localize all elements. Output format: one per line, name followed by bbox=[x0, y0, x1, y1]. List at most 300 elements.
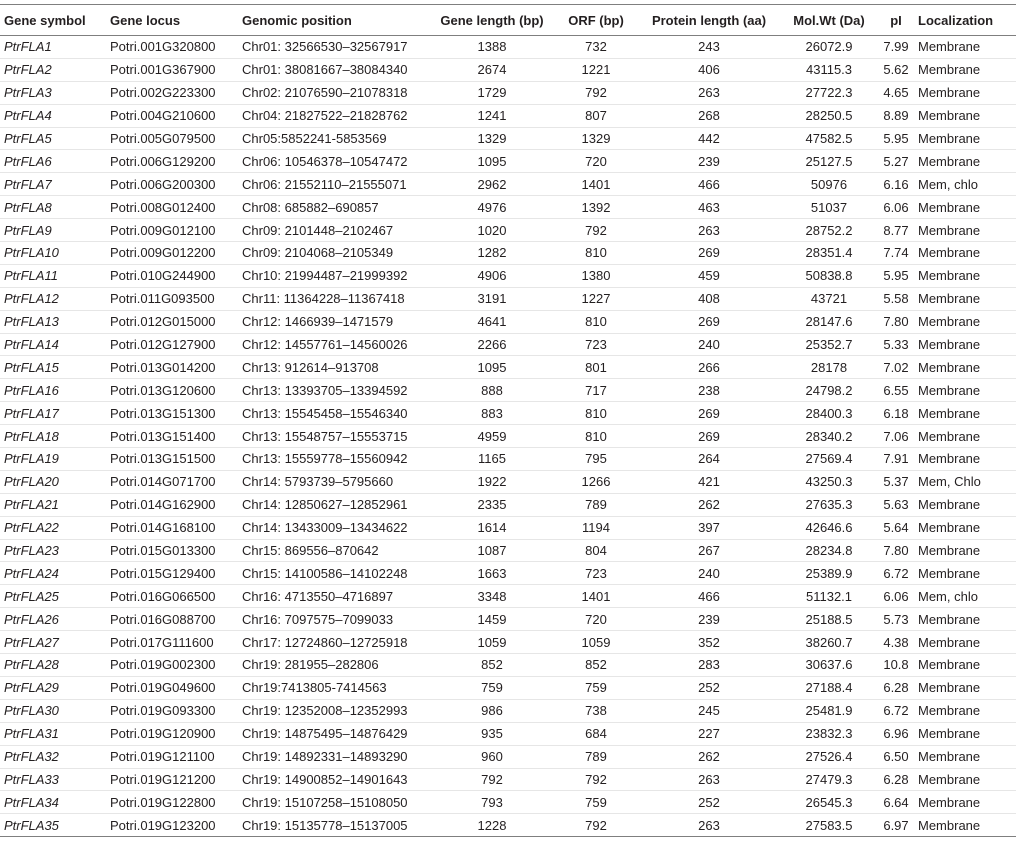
gene-symbol-cell: PtrFLA22 bbox=[0, 516, 106, 539]
gene-symbol-cell: PtrFLA12 bbox=[0, 287, 106, 310]
orf-cell: 717 bbox=[554, 379, 638, 402]
table-row bbox=[0, 310, 1016, 333]
localization-cell: Membrane bbox=[914, 287, 1016, 310]
protein-length-cell: 263 bbox=[638, 81, 780, 104]
gene-locus-cell: Potri.015G013300 bbox=[106, 539, 238, 562]
orf-cell: 1329 bbox=[554, 127, 638, 150]
genomic-position-cell: Chr15: 14100586–14102248 bbox=[238, 562, 430, 585]
gene-length-cell: 4906 bbox=[430, 264, 554, 287]
pi-cell: 6.28 bbox=[878, 676, 914, 699]
table-row bbox=[0, 150, 1016, 173]
gene-table bbox=[0, 4, 1016, 837]
gene-length-cell: 1059 bbox=[430, 631, 554, 654]
localization-cell: Membrane bbox=[914, 196, 1016, 219]
orf-cell: 759 bbox=[554, 791, 638, 814]
localization-cell: Mem, chlo bbox=[914, 173, 1016, 196]
genomic-position-cell: Chr19: 15135778–15137005 bbox=[238, 814, 430, 837]
table-row bbox=[0, 356, 1016, 379]
mol-wt-cell: 43721 bbox=[780, 287, 878, 310]
orf-cell: 792 bbox=[554, 219, 638, 242]
protein-length-cell: 397 bbox=[638, 516, 780, 539]
gene-length-cell: 2674 bbox=[430, 58, 554, 81]
gene-length-cell: 986 bbox=[430, 699, 554, 722]
genomic-position-cell: Chr02: 21076590–21078318 bbox=[238, 81, 430, 104]
gene-length-cell: 852 bbox=[430, 654, 554, 677]
gene-locus-cell: Potri.014G162900 bbox=[106, 493, 238, 516]
orf-cell: 792 bbox=[554, 768, 638, 791]
localization-cell: Membrane bbox=[914, 562, 1016, 585]
header-gene-locus: Gene locus bbox=[106, 5, 238, 36]
pi-cell: 8.89 bbox=[878, 104, 914, 127]
mol-wt-cell: 28147.6 bbox=[780, 310, 878, 333]
gene-locus-cell: Potri.001G367900 bbox=[106, 58, 238, 81]
mol-wt-cell: 28250.5 bbox=[780, 104, 878, 127]
orf-cell: 738 bbox=[554, 699, 638, 722]
pi-cell: 5.37 bbox=[878, 470, 914, 493]
protein-length-cell: 263 bbox=[638, 219, 780, 242]
localization-cell: Membrane bbox=[914, 768, 1016, 791]
genomic-position-cell: Chr19: 14900852–14901643 bbox=[238, 768, 430, 791]
orf-cell: 852 bbox=[554, 654, 638, 677]
gene-length-cell: 792 bbox=[430, 768, 554, 791]
gene-length-cell: 1388 bbox=[430, 36, 554, 59]
table-row bbox=[0, 402, 1016, 425]
pi-cell: 6.06 bbox=[878, 585, 914, 608]
protein-length-cell: 243 bbox=[638, 36, 780, 59]
orf-cell: 810 bbox=[554, 310, 638, 333]
orf-cell: 759 bbox=[554, 676, 638, 699]
gene-symbol-cell: PtrFLA13 bbox=[0, 310, 106, 333]
pi-cell: 6.50 bbox=[878, 745, 914, 768]
gene-symbol-cell: PtrFLA35 bbox=[0, 814, 106, 837]
header-row bbox=[0, 5, 1016, 36]
genomic-position-cell: Chr01: 38081667–38084340 bbox=[238, 58, 430, 81]
localization-cell: Membrane bbox=[914, 722, 1016, 745]
orf-cell: 789 bbox=[554, 493, 638, 516]
pi-cell: 6.72 bbox=[878, 562, 914, 585]
genomic-position-cell: Chr08: 685882–690857 bbox=[238, 196, 430, 219]
mol-wt-cell: 26545.3 bbox=[780, 791, 878, 814]
orf-cell: 1227 bbox=[554, 287, 638, 310]
orf-cell: 810 bbox=[554, 242, 638, 265]
localization-cell: Membrane bbox=[914, 654, 1016, 677]
gene-length-cell: 1095 bbox=[430, 356, 554, 379]
pi-cell: 5.27 bbox=[878, 150, 914, 173]
localization-cell: Membrane bbox=[914, 516, 1016, 539]
orf-cell: 810 bbox=[554, 402, 638, 425]
mol-wt-cell: 25188.5 bbox=[780, 608, 878, 631]
mol-wt-cell: 42646.6 bbox=[780, 516, 878, 539]
pi-cell: 7.74 bbox=[878, 242, 914, 265]
gene-symbol-cell: PtrFLA6 bbox=[0, 150, 106, 173]
orf-cell: 732 bbox=[554, 36, 638, 59]
localization-cell: Membrane bbox=[914, 539, 1016, 562]
pi-cell: 10.8 bbox=[878, 654, 914, 677]
gene-symbol-cell: PtrFLA32 bbox=[0, 745, 106, 768]
header-gene-symbol: Gene symbol bbox=[0, 5, 106, 36]
table-row bbox=[0, 127, 1016, 150]
gene-locus-cell: Potri.019G122800 bbox=[106, 791, 238, 814]
gene-symbol-cell: PtrFLA18 bbox=[0, 425, 106, 448]
table-row bbox=[0, 516, 1016, 539]
mol-wt-cell: 27526.4 bbox=[780, 745, 878, 768]
orf-cell: 804 bbox=[554, 539, 638, 562]
localization-cell: Membrane bbox=[914, 791, 1016, 814]
gene-symbol-cell: PtrFLA9 bbox=[0, 219, 106, 242]
genomic-position-cell: Chr19: 15107258–15108050 bbox=[238, 791, 430, 814]
mol-wt-cell: 27569.4 bbox=[780, 448, 878, 471]
localization-cell: Membrane bbox=[914, 631, 1016, 654]
gene-length-cell: 2962 bbox=[430, 173, 554, 196]
pi-cell: 7.02 bbox=[878, 356, 914, 379]
mol-wt-cell: 26072.9 bbox=[780, 36, 878, 59]
genomic-position-cell: Chr19: 12352008–12352993 bbox=[238, 699, 430, 722]
protein-length-cell: 406 bbox=[638, 58, 780, 81]
mol-wt-cell: 51037 bbox=[780, 196, 878, 219]
protein-length-cell: 262 bbox=[638, 745, 780, 768]
gene-length-cell: 1095 bbox=[430, 150, 554, 173]
mol-wt-cell: 43115.3 bbox=[780, 58, 878, 81]
mol-wt-cell: 50976 bbox=[780, 173, 878, 196]
protein-length-cell: 240 bbox=[638, 562, 780, 585]
gene-locus-cell: Potri.012G127900 bbox=[106, 333, 238, 356]
genomic-position-cell: Chr09: 2101448–2102467 bbox=[238, 219, 430, 242]
genomic-position-cell: Chr13: 15559778–15560942 bbox=[238, 448, 430, 471]
pi-cell: 4.38 bbox=[878, 631, 914, 654]
protein-length-cell: 466 bbox=[638, 585, 780, 608]
gene-locus-cell: Potri.014G168100 bbox=[106, 516, 238, 539]
localization-cell: Membrane bbox=[914, 493, 1016, 516]
table-row bbox=[0, 562, 1016, 585]
table-row bbox=[0, 333, 1016, 356]
protein-length-cell: 240 bbox=[638, 333, 780, 356]
genomic-position-cell: Chr19: 14875495–14876429 bbox=[238, 722, 430, 745]
table-row bbox=[0, 425, 1016, 448]
gene-length-cell: 1459 bbox=[430, 608, 554, 631]
gene-symbol-cell: PtrFLA33 bbox=[0, 768, 106, 791]
gene-locus-cell: Potri.019G121200 bbox=[106, 768, 238, 791]
gene-symbol-cell: PtrFLA34 bbox=[0, 791, 106, 814]
pi-cell: 6.16 bbox=[878, 173, 914, 196]
table-row bbox=[0, 242, 1016, 265]
gene-symbol-cell: PtrFLA4 bbox=[0, 104, 106, 127]
gene-symbol-cell: PtrFLA3 bbox=[0, 81, 106, 104]
gene-locus-cell: Potri.019G123200 bbox=[106, 814, 238, 837]
gene-length-cell: 2266 bbox=[430, 333, 554, 356]
orf-cell: 720 bbox=[554, 150, 638, 173]
genomic-position-cell: Chr06: 21552110–21555071 bbox=[238, 173, 430, 196]
protein-length-cell: 252 bbox=[638, 791, 780, 814]
gene-locus-cell: Potri.009G012100 bbox=[106, 219, 238, 242]
gene-locus-cell: Potri.014G071700 bbox=[106, 470, 238, 493]
orf-cell: 792 bbox=[554, 814, 638, 837]
table-row bbox=[0, 58, 1016, 81]
localization-cell: Membrane bbox=[914, 814, 1016, 837]
mol-wt-cell: 51132.1 bbox=[780, 585, 878, 608]
gene-length-cell: 1020 bbox=[430, 219, 554, 242]
header-protein-length: Protein length (aa) bbox=[638, 5, 780, 36]
mol-wt-cell: 23832.3 bbox=[780, 722, 878, 745]
genomic-position-cell: Chr04: 21827522–21828762 bbox=[238, 104, 430, 127]
gene-length-cell: 2335 bbox=[430, 493, 554, 516]
header-pi: pI bbox=[878, 5, 914, 36]
gene-locus-cell: Potri.019G121100 bbox=[106, 745, 238, 768]
gene-locus-cell: Potri.013G120600 bbox=[106, 379, 238, 402]
gene-locus-cell: Potri.011G093500 bbox=[106, 287, 238, 310]
mol-wt-cell: 28351.4 bbox=[780, 242, 878, 265]
gene-symbol-cell: PtrFLA5 bbox=[0, 127, 106, 150]
orf-cell: 789 bbox=[554, 745, 638, 768]
orf-cell: 1380 bbox=[554, 264, 638, 287]
localization-cell: Mem, Chlo bbox=[914, 470, 1016, 493]
gene-length-cell: 759 bbox=[430, 676, 554, 699]
genomic-position-cell: Chr14: 13433009–13434622 bbox=[238, 516, 430, 539]
pi-cell: 7.91 bbox=[878, 448, 914, 471]
mol-wt-cell: 24798.2 bbox=[780, 379, 878, 402]
mol-wt-cell: 43250.3 bbox=[780, 470, 878, 493]
genomic-position-cell: Chr01: 32566530–32567917 bbox=[238, 36, 430, 59]
protein-length-cell: 421 bbox=[638, 470, 780, 493]
gene-symbol-cell: PtrFLA28 bbox=[0, 654, 106, 677]
gene-symbol-cell: PtrFLA25 bbox=[0, 585, 106, 608]
mol-wt-cell: 27722.3 bbox=[780, 81, 878, 104]
pi-cell: 8.77 bbox=[878, 219, 914, 242]
gene-symbol-cell: PtrFLA1 bbox=[0, 36, 106, 59]
gene-symbol-cell: PtrFLA7 bbox=[0, 173, 106, 196]
genomic-position-cell: Chr19: 281955–282806 bbox=[238, 654, 430, 677]
protein-length-cell: 283 bbox=[638, 654, 780, 677]
pi-cell: 5.63 bbox=[878, 493, 914, 516]
gene-locus-cell: Potri.013G151400 bbox=[106, 425, 238, 448]
protein-length-cell: 466 bbox=[638, 173, 780, 196]
gene-length-cell: 1922 bbox=[430, 470, 554, 493]
gene-locus-cell: Potri.006G200300 bbox=[106, 173, 238, 196]
table-row bbox=[0, 745, 1016, 768]
mol-wt-cell: 25389.9 bbox=[780, 562, 878, 585]
table-row bbox=[0, 699, 1016, 722]
localization-cell: Membrane bbox=[914, 58, 1016, 81]
gene-locus-cell: Potri.019G049600 bbox=[106, 676, 238, 699]
protein-length-cell: 269 bbox=[638, 242, 780, 265]
orf-cell: 723 bbox=[554, 562, 638, 585]
table-row bbox=[0, 676, 1016, 699]
orf-cell: 723 bbox=[554, 333, 638, 356]
orf-cell: 810 bbox=[554, 425, 638, 448]
gene-symbol-cell: PtrFLA24 bbox=[0, 562, 106, 585]
table-row bbox=[0, 585, 1016, 608]
header-gene-length: Gene length (bp) bbox=[430, 5, 554, 36]
gene-length-cell: 3191 bbox=[430, 287, 554, 310]
genomic-position-cell: Chr05:5852241-5853569 bbox=[238, 127, 430, 150]
orf-cell: 1401 bbox=[554, 173, 638, 196]
table-row bbox=[0, 814, 1016, 837]
localization-cell: Membrane bbox=[914, 333, 1016, 356]
pi-cell: 5.95 bbox=[878, 127, 914, 150]
pi-cell: 6.18 bbox=[878, 402, 914, 425]
pi-cell: 5.64 bbox=[878, 516, 914, 539]
gene-symbol-cell: PtrFLA30 bbox=[0, 699, 106, 722]
gene-symbol-cell: PtrFLA2 bbox=[0, 58, 106, 81]
mol-wt-cell: 38260.7 bbox=[780, 631, 878, 654]
protein-length-cell: 238 bbox=[638, 379, 780, 402]
gene-locus-cell: Potri.013G151300 bbox=[106, 402, 238, 425]
mol-wt-cell: 27583.5 bbox=[780, 814, 878, 837]
gene-locus-cell: Potri.019G120900 bbox=[106, 722, 238, 745]
genomic-position-cell: Chr13: 13393705–13394592 bbox=[238, 379, 430, 402]
localization-cell: Membrane bbox=[914, 81, 1016, 104]
gene-symbol-cell: PtrFLA19 bbox=[0, 448, 106, 471]
gene-symbol-cell: PtrFLA26 bbox=[0, 608, 106, 631]
gene-symbol-cell: PtrFLA17 bbox=[0, 402, 106, 425]
gene-symbol-cell: PtrFLA21 bbox=[0, 493, 106, 516]
localization-cell: Membrane bbox=[914, 608, 1016, 631]
orf-cell: 1221 bbox=[554, 58, 638, 81]
gene-length-cell: 1165 bbox=[430, 448, 554, 471]
localization-cell: Membrane bbox=[914, 310, 1016, 333]
table-row bbox=[0, 379, 1016, 402]
gene-length-cell: 4641 bbox=[430, 310, 554, 333]
table-row bbox=[0, 791, 1016, 814]
gene-locus-cell: Potri.019G093300 bbox=[106, 699, 238, 722]
gene-locus-cell: Potri.017G111600 bbox=[106, 631, 238, 654]
table-row bbox=[0, 470, 1016, 493]
pi-cell: 5.73 bbox=[878, 608, 914, 631]
genomic-position-cell: Chr12: 14557761–14560026 bbox=[238, 333, 430, 356]
orf-cell: 684 bbox=[554, 722, 638, 745]
gene-length-cell: 1614 bbox=[430, 516, 554, 539]
protein-length-cell: 263 bbox=[638, 814, 780, 837]
gene-locus-cell: Potri.002G223300 bbox=[106, 81, 238, 104]
header-orf: ORF (bp) bbox=[554, 5, 638, 36]
protein-length-cell: 239 bbox=[638, 150, 780, 173]
gene-length-cell: 1663 bbox=[430, 562, 554, 585]
genomic-position-cell: Chr09: 2104068–2105349 bbox=[238, 242, 430, 265]
genomic-position-cell: Chr06: 10546378–10547472 bbox=[238, 150, 430, 173]
protein-length-cell: 268 bbox=[638, 104, 780, 127]
genomic-position-cell: Chr16: 4713550–4716897 bbox=[238, 585, 430, 608]
gene-locus-cell: Potri.001G320800 bbox=[106, 36, 238, 59]
orf-cell: 720 bbox=[554, 608, 638, 631]
gene-locus-cell: Potri.015G129400 bbox=[106, 562, 238, 585]
orf-cell: 1059 bbox=[554, 631, 638, 654]
table-row bbox=[0, 768, 1016, 791]
table-row bbox=[0, 36, 1016, 59]
table-row bbox=[0, 196, 1016, 219]
mol-wt-cell: 30637.6 bbox=[780, 654, 878, 677]
gene-locus-cell: Potri.016G066500 bbox=[106, 585, 238, 608]
pi-cell: 6.28 bbox=[878, 768, 914, 791]
genomic-position-cell: Chr19: 14892331–14893290 bbox=[238, 745, 430, 768]
gene-symbol-cell: PtrFLA11 bbox=[0, 264, 106, 287]
gene-length-cell: 1087 bbox=[430, 539, 554, 562]
pi-cell: 5.62 bbox=[878, 58, 914, 81]
pi-cell: 5.95 bbox=[878, 264, 914, 287]
mol-wt-cell: 28752.2 bbox=[780, 219, 878, 242]
orf-cell: 1392 bbox=[554, 196, 638, 219]
gene-symbol-cell: PtrFLA31 bbox=[0, 722, 106, 745]
localization-cell: Membrane bbox=[914, 448, 1016, 471]
table-row bbox=[0, 173, 1016, 196]
gene-locus-cell: Potri.008G012400 bbox=[106, 196, 238, 219]
gene-locus-cell: Potri.013G014200 bbox=[106, 356, 238, 379]
pi-cell: 7.80 bbox=[878, 539, 914, 562]
gene-symbol-cell: PtrFLA8 bbox=[0, 196, 106, 219]
protein-length-cell: 245 bbox=[638, 699, 780, 722]
mol-wt-cell: 47582.5 bbox=[780, 127, 878, 150]
pi-cell: 7.80 bbox=[878, 310, 914, 333]
header-genomic-position: Genomic position bbox=[238, 5, 430, 36]
genomic-position-cell: Chr13: 912614–913708 bbox=[238, 356, 430, 379]
pi-cell: 6.06 bbox=[878, 196, 914, 219]
localization-cell: Membrane bbox=[914, 676, 1016, 699]
protein-length-cell: 239 bbox=[638, 608, 780, 631]
genomic-position-cell: Chr14: 5793739–5795660 bbox=[238, 470, 430, 493]
header-localization: Localization bbox=[914, 5, 1016, 36]
gene-length-cell: 1729 bbox=[430, 81, 554, 104]
protein-length-cell: 408 bbox=[638, 287, 780, 310]
mol-wt-cell: 28178 bbox=[780, 356, 878, 379]
genomic-position-cell: Chr16: 7097575–7099033 bbox=[238, 608, 430, 631]
table-row bbox=[0, 104, 1016, 127]
localization-cell: Membrane bbox=[914, 379, 1016, 402]
localization-cell: Membrane bbox=[914, 104, 1016, 127]
localization-cell: Mem, chlo bbox=[914, 585, 1016, 608]
protein-length-cell: 463 bbox=[638, 196, 780, 219]
protein-length-cell: 266 bbox=[638, 356, 780, 379]
orf-cell: 801 bbox=[554, 356, 638, 379]
gene-symbol-cell: PtrFLA14 bbox=[0, 333, 106, 356]
mol-wt-cell: 28400.3 bbox=[780, 402, 878, 425]
protein-length-cell: 252 bbox=[638, 676, 780, 699]
mol-wt-cell: 27188.4 bbox=[780, 676, 878, 699]
pi-cell: 6.55 bbox=[878, 379, 914, 402]
gene-length-cell: 960 bbox=[430, 745, 554, 768]
genomic-position-cell: Chr13: 15548757–15553715 bbox=[238, 425, 430, 448]
header-mol-wt: Mol.Wt (Da) bbox=[780, 5, 878, 36]
mol-wt-cell: 50838.8 bbox=[780, 264, 878, 287]
gene-locus-cell: Potri.006G129200 bbox=[106, 150, 238, 173]
gene-locus-cell: Potri.016G088700 bbox=[106, 608, 238, 631]
table-row bbox=[0, 722, 1016, 745]
genomic-position-cell: Chr10: 21994487–21999392 bbox=[238, 264, 430, 287]
mol-wt-cell: 27635.3 bbox=[780, 493, 878, 516]
gene-length-cell: 888 bbox=[430, 379, 554, 402]
localization-cell: Membrane bbox=[914, 264, 1016, 287]
table-row bbox=[0, 631, 1016, 654]
localization-cell: Membrane bbox=[914, 242, 1016, 265]
gene-length-cell: 4959 bbox=[430, 425, 554, 448]
localization-cell: Membrane bbox=[914, 699, 1016, 722]
protein-length-cell: 264 bbox=[638, 448, 780, 471]
protein-length-cell: 262 bbox=[638, 493, 780, 516]
protein-length-cell: 227 bbox=[638, 722, 780, 745]
genomic-position-cell: Chr11: 11364228–11367418 bbox=[238, 287, 430, 310]
orf-cell: 807 bbox=[554, 104, 638, 127]
gene-locus-cell: Potri.005G079500 bbox=[106, 127, 238, 150]
gene-length-cell: 1282 bbox=[430, 242, 554, 265]
gene-locus-cell: Potri.012G015000 bbox=[106, 310, 238, 333]
gene-length-cell: 1228 bbox=[430, 814, 554, 837]
localization-cell: Membrane bbox=[914, 356, 1016, 379]
gene-locus-cell: Potri.004G210600 bbox=[106, 104, 238, 127]
orf-cell: 792 bbox=[554, 81, 638, 104]
localization-cell: Membrane bbox=[914, 219, 1016, 242]
gene-length-cell: 1241 bbox=[430, 104, 554, 127]
localization-cell: Membrane bbox=[914, 127, 1016, 150]
table-row bbox=[0, 219, 1016, 242]
mol-wt-cell: 25481.9 bbox=[780, 699, 878, 722]
gene-symbol-cell: PtrFLA16 bbox=[0, 379, 106, 402]
